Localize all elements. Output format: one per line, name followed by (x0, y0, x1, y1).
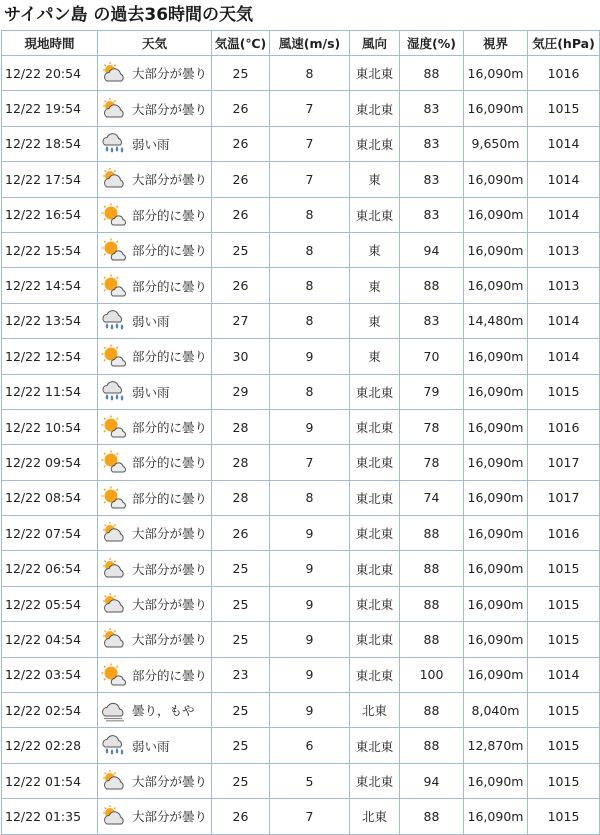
header-humidity: 湿度(%) (400, 31, 464, 56)
cell-wind-speed: 8 (270, 480, 350, 515)
cell-visibility: 16,090m (464, 445, 528, 480)
cell-weather (98, 622, 212, 657)
cell-wind-speed: 8 (270, 303, 350, 338)
cell-weather (98, 657, 212, 692)
cell-wind-direction: 東 (350, 232, 400, 267)
partly-cloudy-icon (100, 344, 128, 368)
cell-wind-direction: 東北東 (350, 622, 400, 657)
cell-pressure: 1015 (528, 91, 600, 126)
header-temperature: 気温(℃) (212, 31, 270, 56)
header-local-time: 現地時間 (2, 31, 98, 56)
cell-local-time: 12/22 17:54 (2, 162, 98, 197)
cell-wind-speed: 9 (270, 409, 350, 444)
cell-local-time: 12/22 06:54 (2, 551, 98, 586)
table-row (2, 551, 600, 586)
cell-humidity: 88 (400, 56, 464, 91)
cell-wind-speed: 8 (270, 56, 350, 91)
table-header-row (2, 31, 600, 56)
cell-visibility: 16,090m (464, 622, 528, 657)
cell-local-time: 12/22 16:54 (2, 197, 98, 232)
cell-humidity: 83 (400, 162, 464, 197)
cell-wind-direction: 北東 (350, 693, 400, 728)
cell-weather (98, 551, 212, 586)
cell-wind-speed: 9 (270, 622, 350, 657)
cell-temperature: 28 (212, 409, 270, 444)
table-row (2, 445, 600, 480)
cell-local-time: 12/22 02:54 (2, 693, 98, 728)
cell-wind-direction: 東北東 (350, 516, 400, 551)
mostly-cloudy-icon (100, 557, 128, 581)
cell-wind-speed: 7 (270, 799, 350, 834)
cell-humidity: 83 (400, 303, 464, 338)
cloudy-mist-icon (100, 698, 128, 722)
weather-label: 部分的に曇り (132, 278, 208, 294)
cell-wind-speed: 7 (270, 162, 350, 197)
cell-weather (98, 409, 212, 444)
mostly-cloudy-icon (100, 521, 128, 545)
cell-temperature: 25 (212, 622, 270, 657)
weather-label: 弱い雨 (132, 384, 170, 400)
cell-wind-speed: 8 (270, 197, 350, 232)
partly-cloudy-icon (100, 274, 128, 298)
cell-humidity: 94 (400, 763, 464, 798)
cell-pressure: 1015 (528, 551, 600, 586)
cell-humidity: 88 (400, 693, 464, 728)
cell-local-time: 12/22 10:54 (2, 409, 98, 444)
cell-wind-speed: 9 (270, 516, 350, 551)
cell-visibility: 9,650m (464, 126, 528, 161)
table-row (2, 374, 600, 409)
table-row (2, 728, 600, 763)
weather-label: 大部分が曇り (132, 66, 208, 82)
cell-humidity: 88 (400, 268, 464, 303)
cell-visibility: 16,090m (464, 586, 528, 621)
mostly-cloudy-icon (100, 627, 128, 651)
cell-visibility: 16,090m (464, 409, 528, 444)
table-row (2, 763, 600, 798)
cell-weather (98, 197, 212, 232)
cell-local-time: 12/22 04:54 (2, 622, 98, 657)
cell-pressure: 1013 (528, 232, 600, 267)
cell-visibility: 16,090m (464, 232, 528, 267)
cell-wind-direction: 東北東 (350, 657, 400, 692)
light-rain-icon (100, 380, 128, 404)
weather-label: 部分的に曇り (132, 667, 208, 683)
cell-temperature: 27 (212, 303, 270, 338)
weather-label: 部分的に曇り (132, 455, 208, 471)
table-row (2, 480, 600, 515)
cell-wind-direction: 東北東 (350, 374, 400, 409)
cell-wind-speed: 7 (270, 91, 350, 126)
cell-pressure: 1014 (528, 657, 600, 692)
weather-table (1, 30, 600, 835)
cell-temperature: 26 (212, 197, 270, 232)
table-row (2, 586, 600, 621)
cell-visibility: 16,090m (464, 551, 528, 586)
weather-label: 部分的に曇り (132, 490, 208, 506)
weather-label: 大部分が曇り (132, 809, 208, 825)
header-visibility: 視界 (464, 31, 528, 56)
cell-wind-direction: 東 (350, 339, 400, 374)
cell-temperature: 25 (212, 232, 270, 267)
cell-pressure: 1013 (528, 268, 600, 303)
cell-local-time: 12/22 11:54 (2, 374, 98, 409)
mostly-cloudy-icon (100, 61, 128, 85)
cell-pressure: 1015 (528, 799, 600, 834)
cell-local-time: 12/22 07:54 (2, 516, 98, 551)
table-row (2, 657, 600, 692)
cell-local-time: 12/22 19:54 (2, 91, 98, 126)
cell-wind-direction: 東北東 (350, 763, 400, 798)
header-wind-direction: 風向 (350, 31, 400, 56)
cell-local-time: 12/22 01:35 (2, 799, 98, 834)
mostly-cloudy-icon (100, 592, 128, 616)
table-row (2, 197, 600, 232)
cell-temperature: 25 (212, 728, 270, 763)
cell-wind-speed: 9 (270, 693, 350, 728)
cell-pressure: 1017 (528, 480, 600, 515)
cell-visibility: 16,090m (464, 91, 528, 126)
weather-label: 部分的に曇り (132, 207, 208, 223)
table-row (2, 799, 600, 834)
cell-wind-direction: 東北東 (350, 480, 400, 515)
partly-cloudy-icon (100, 486, 128, 510)
cell-local-time: 12/22 18:54 (2, 126, 98, 161)
cell-humidity: 83 (400, 197, 464, 232)
header-pressure: 気圧(hPa) (528, 31, 600, 56)
cell-weather (98, 480, 212, 515)
cell-temperature: 25 (212, 56, 270, 91)
cell-humidity: 88 (400, 586, 464, 621)
cell-pressure: 1016 (528, 516, 600, 551)
cell-temperature: 26 (212, 268, 270, 303)
cell-wind-speed: 9 (270, 657, 350, 692)
mostly-cloudy-icon (100, 167, 128, 191)
cell-local-time: 12/22 12:54 (2, 339, 98, 374)
light-rain-icon (100, 309, 128, 333)
cell-weather (98, 91, 212, 126)
header-weather: 天気 (98, 31, 212, 56)
cell-wind-direction: 東 (350, 303, 400, 338)
table-row (2, 516, 600, 551)
weather-label: 大部分が曇り (132, 172, 208, 188)
cell-visibility: 16,090m (464, 162, 528, 197)
cell-wind-speed: 7 (270, 126, 350, 161)
cell-weather (98, 586, 212, 621)
light-rain-icon (100, 734, 128, 758)
cell-humidity: 88 (400, 622, 464, 657)
table-row (2, 409, 600, 444)
cell-local-time: 12/22 15:54 (2, 232, 98, 267)
cell-temperature: 26 (212, 516, 270, 551)
cell-wind-speed: 9 (270, 586, 350, 621)
cell-weather (98, 693, 212, 728)
cell-wind-speed: 8 (270, 268, 350, 303)
cell-visibility: 16,090m (464, 268, 528, 303)
cell-wind-direction: 東北東 (350, 56, 400, 91)
cell-humidity: 79 (400, 374, 464, 409)
weather-label: 曇り，もや (132, 703, 195, 719)
cell-visibility: 16,090m (464, 56, 528, 91)
cell-pressure: 1016 (528, 56, 600, 91)
weather-label: 部分的に曇り (132, 349, 208, 365)
cell-weather (98, 374, 212, 409)
cell-weather (98, 162, 212, 197)
weather-label: 部分的に曇り (132, 243, 208, 259)
cell-wind-speed: 8 (270, 232, 350, 267)
weather-label: 大部分が曇り (132, 774, 208, 789)
cell-wind-speed: 5 (270, 763, 350, 798)
cell-wind-speed: 8 (270, 374, 350, 409)
cell-temperature: 28 (212, 480, 270, 515)
partly-cloudy-icon (100, 238, 128, 262)
page-title: サイパン島 の過去36時間の天気 (4, 5, 254, 25)
cell-pressure: 1015 (528, 374, 600, 409)
cell-wind-direction: 東北東 (350, 586, 400, 621)
cell-local-time: 12/22 13:54 (2, 303, 98, 338)
cell-humidity: 74 (400, 480, 464, 515)
cell-humidity: 88 (400, 728, 464, 763)
cell-wind-speed: 9 (270, 551, 350, 586)
cell-pressure: 1015 (528, 693, 600, 728)
cell-local-time: 12/22 02:28 (2, 728, 98, 763)
cell-temperature: 29 (212, 374, 270, 409)
cell-pressure: 1014 (528, 339, 600, 374)
cell-humidity: 70 (400, 339, 464, 374)
cell-pressure: 1015 (528, 622, 600, 657)
cell-humidity: 94 (400, 232, 464, 267)
cell-pressure: 1014 (528, 126, 600, 161)
cell-pressure: 1014 (528, 162, 600, 197)
cell-temperature: 26 (212, 799, 270, 834)
cell-wind-direction: 東北東 (350, 551, 400, 586)
cell-humidity: 83 (400, 91, 464, 126)
cell-weather (98, 126, 212, 161)
cell-visibility: 16,090m (464, 763, 528, 798)
cell-temperature: 25 (212, 693, 270, 728)
cell-wind-speed: 9 (270, 339, 350, 374)
cell-visibility: 16,090m (464, 516, 528, 551)
weather-label: 弱い雨 (132, 313, 170, 329)
cell-pressure: 1015 (528, 586, 600, 621)
cell-temperature: 25 (212, 763, 270, 798)
cell-weather (98, 516, 212, 551)
cell-visibility: 16,090m (464, 480, 528, 515)
cell-humidity: 100 (400, 657, 464, 692)
cell-humidity: 88 (400, 799, 464, 834)
cell-weather (98, 728, 212, 763)
partly-cloudy-icon (100, 203, 128, 227)
cell-humidity: 88 (400, 516, 464, 551)
weather-label: 弱い雨 (132, 738, 170, 754)
weather-label: 弱い雨 (132, 136, 170, 152)
cell-local-time: 12/22 05:54 (2, 586, 98, 621)
cell-visibility: 8,040m (464, 693, 528, 728)
cell-temperature: 26 (212, 126, 270, 161)
weather-label: 部分的に曇り (132, 420, 208, 436)
table-row (2, 693, 600, 728)
cell-temperature: 23 (212, 657, 270, 692)
table-row (2, 56, 600, 91)
cell-pressure: 1017 (528, 445, 600, 480)
table-row (2, 339, 600, 374)
cell-temperature: 28 (212, 445, 270, 480)
cell-weather (98, 763, 212, 798)
cell-pressure: 1015 (528, 763, 600, 798)
cell-local-time: 12/22 03:54 (2, 657, 98, 692)
weather-label: 大部分が曇り (132, 632, 208, 648)
cell-pressure: 1015 (528, 728, 600, 763)
cell-weather (98, 339, 212, 374)
mostly-cloudy-icon (100, 804, 128, 828)
partly-cloudy-icon (100, 450, 128, 474)
table-row (2, 162, 600, 197)
cell-humidity: 83 (400, 126, 464, 161)
cell-wind-direction: 東北東 (350, 728, 400, 763)
weather-label: 大部分が曇り (132, 101, 208, 117)
cell-visibility: 16,090m (464, 657, 528, 692)
table-row (2, 303, 600, 338)
cell-weather (98, 56, 212, 91)
cell-wind-speed: 7 (270, 445, 350, 480)
cell-weather (98, 799, 212, 834)
cell-weather (98, 232, 212, 267)
table-row (2, 91, 600, 126)
cell-visibility: 14,480m (464, 303, 528, 338)
cell-wind-direction: 東北東 (350, 445, 400, 480)
weather-label: 大部分が曇り (132, 561, 208, 577)
cell-local-time: 12/22 09:54 (2, 445, 98, 480)
cell-visibility: 16,090m (464, 339, 528, 374)
cell-temperature: 26 (212, 91, 270, 126)
cell-visibility: 12,870m (464, 728, 528, 763)
mostly-cloudy-icon (100, 769, 128, 793)
header-wind-speed: 風速(m/s) (270, 31, 350, 56)
cell-weather (98, 303, 212, 338)
cell-humidity: 78 (400, 409, 464, 444)
cell-visibility: 16,090m (464, 374, 528, 409)
cell-pressure: 1014 (528, 303, 600, 338)
cell-wind-direction: 東北東 (350, 409, 400, 444)
cell-temperature: 26 (212, 162, 270, 197)
cell-local-time: 12/22 20:54 (2, 56, 98, 91)
cell-weather (98, 445, 212, 480)
weather-label: 大部分が曇り (132, 526, 208, 542)
cell-weather (98, 268, 212, 303)
cell-pressure: 1014 (528, 197, 600, 232)
partly-cloudy-icon (100, 663, 128, 687)
cell-visibility: 16,090m (464, 799, 528, 834)
cell-wind-speed: 6 (270, 728, 350, 763)
cell-humidity: 88 (400, 551, 464, 586)
mostly-cloudy-icon (100, 97, 128, 121)
cell-local-time: 12/22 14:54 (2, 268, 98, 303)
cell-wind-direction: 東 (350, 268, 400, 303)
table-row (2, 232, 600, 267)
cell-visibility: 16,090m (464, 197, 528, 232)
cell-pressure: 1016 (528, 409, 600, 444)
cell-wind-direction: 東北東 (350, 126, 400, 161)
cell-temperature: 25 (212, 586, 270, 621)
weather-label: 大部分が曇り (132, 597, 208, 613)
cell-wind-direction: 東 (350, 162, 400, 197)
table-row (2, 126, 600, 161)
cell-temperature: 30 (212, 339, 270, 374)
cell-humidity: 78 (400, 445, 464, 480)
cell-temperature: 25 (212, 551, 270, 586)
table-row (2, 268, 600, 303)
cell-local-time: 12/22 08:54 (2, 480, 98, 515)
partly-cloudy-icon (100, 415, 128, 439)
cell-local-time: 12/22 01:54 (2, 763, 98, 798)
light-rain-icon (100, 132, 128, 156)
cell-wind-direction: 北東 (350, 799, 400, 834)
table-row (2, 622, 600, 657)
cell-wind-direction: 東北東 (350, 91, 400, 126)
cell-wind-direction: 東北東 (350, 197, 400, 232)
